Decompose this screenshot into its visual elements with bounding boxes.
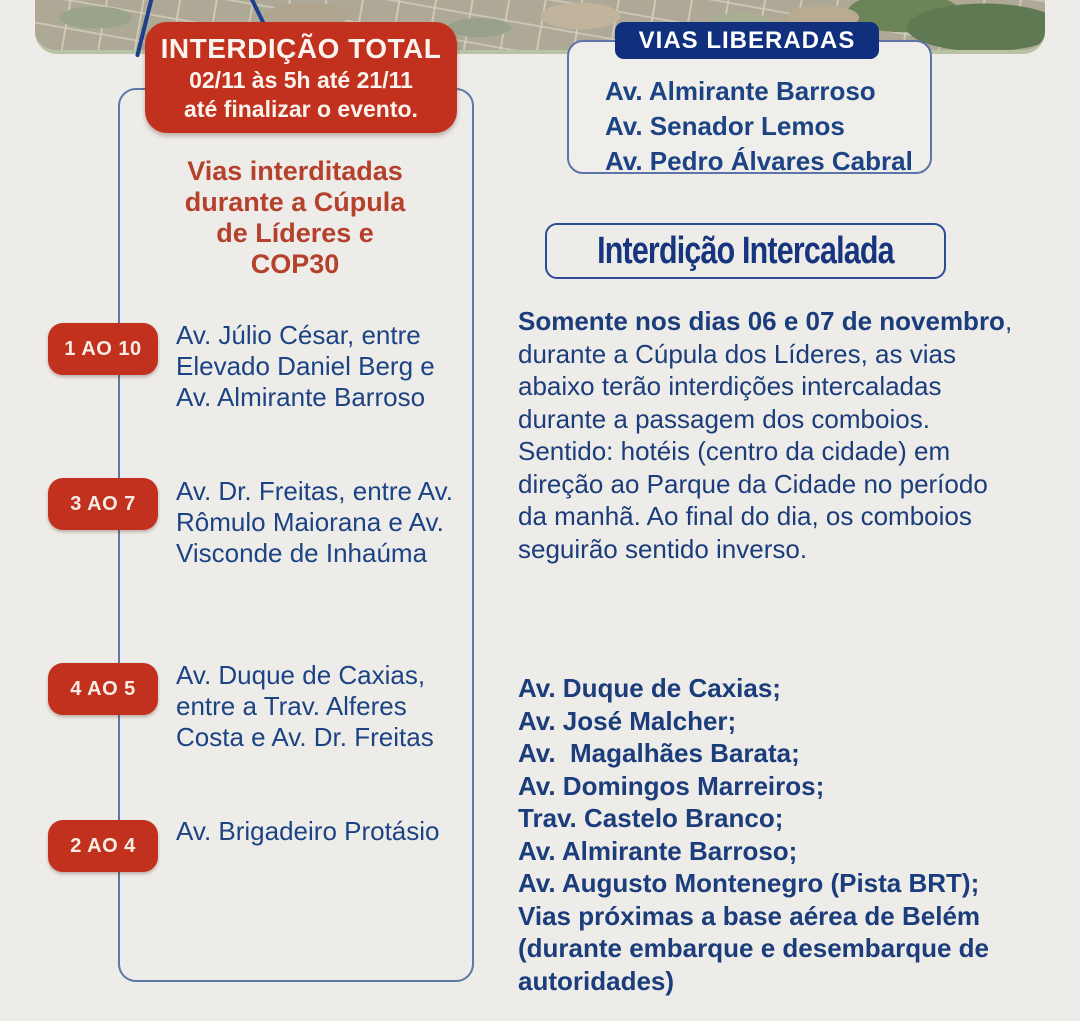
freed-road-item: Av. Senador Lemos <box>605 111 845 141</box>
freed-roads-list <box>605 74 913 179</box>
gate-range-badge: 1 AO 10 <box>48 323 158 375</box>
gate-range-badge: 4 AO 5 <box>48 663 158 715</box>
closed-roads-heading <box>128 156 462 280</box>
description-body: , durante a Cúpula dos Líderes, as vias abaixo terão interdições intercaladas durante a passagem dos comboios. Sentido: hotéis (centro da cidade) em direção ao Parque da Cidade no período da manhã. Ao final do dia, os comboios seguirão sentido inverso. <box>518 306 1013 564</box>
intermittent-description <box>518 305 1018 565</box>
intermittent-road-item: Av. Magalhães Barata; <box>518 738 800 768</box>
total-closure-title: INTERDIÇÃO TOTAL <box>160 32 442 64</box>
heading-line: Vias interditadas <box>187 156 403 186</box>
intermittent-title: Interdição Intercalada <box>597 229 894 272</box>
intermittent-road-item: Av. Almirante Barroso; <box>518 835 798 866</box>
description-bold-lead: Somente nos dias 06 e 07 de novembro <box>518 306 1005 336</box>
intermittent-road-item: Trav. Castelo Branco; <box>518 803 784 833</box>
intermittent-title-box <box>545 223 946 279</box>
heading-line: COP30 <box>250 249 340 279</box>
intermittent-road-item: Av. José Malcher; <box>518 705 737 736</box>
freed-road-item: Av. Pedro Álvares Cabral <box>605 146 913 176</box>
intermittent-road-item: Av. Augusto Montenegro (Pista BRT); <box>518 868 980 898</box>
gate-range-badge: 2 AO 4 <box>48 820 158 872</box>
intermittent-roads-list <box>518 672 1042 997</box>
total-closure-note: até finalizar o evento. <box>184 95 418 122</box>
closed-road-item: Av. Brigadeiro Protásio <box>176 816 440 846</box>
intermittent-road-item: Av. Domingos Marreiros; <box>518 770 825 801</box>
heading-line: de Líderes e <box>216 218 374 248</box>
heading-line: durante a Cúpula <box>184 187 406 217</box>
total-closure-badge <box>145 22 457 133</box>
total-closure-dates: 02/11 às 5h até 21/11 <box>189 66 413 93</box>
freed-roads-badge: VIAS LIBERADAS <box>615 22 879 59</box>
closed-road-item: Av. Júlio César, entre Elevado Daniel Berg e Av. Almirante Barroso <box>176 320 435 412</box>
gate-range-badge: 3 AO 7 <box>48 478 158 530</box>
closed-road-item: Av. Duque de Caxias, entre a Trav. Alferes Costa e Av. Dr. Freitas <box>176 660 434 752</box>
closed-road-item: Av. Dr. Freitas, entre Av. Rômulo Maiorana e Av. Visconde de Inhaúma <box>176 476 453 568</box>
intermittent-road-item: Vias próximas a base aérea de Belém (durante embarque e desembarque de autoridades) <box>518 900 997 996</box>
freed-road-item: Av. Almirante Barroso <box>605 76 876 106</box>
intermittent-road-item: Av. Duque de Caxias; <box>518 673 781 703</box>
